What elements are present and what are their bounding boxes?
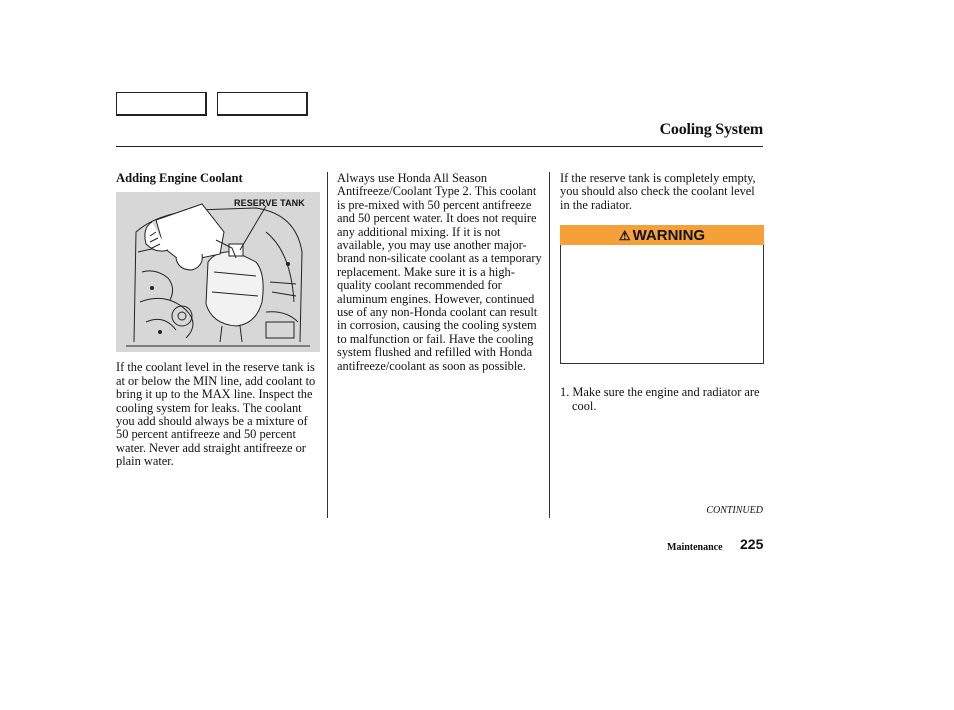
footer-section-name: Maintenance (667, 542, 723, 553)
body-paragraph: Always use Honda All Season Antifreeze/Coolant Type 2. This coolant is pre-mixed with 50 percent antifreeze and 50 percent water. It does not require any additional mixing. If it is not available, you may use another major-brand non-silicate coolant as a temporary replacement. Make sure it is a high-quality coolant recommended for aluminum engines. However, continued use of any non-Honda coolant can result in corrosion, causing the cooling system to malfunction or fail. Have the cooling system flushed and refilled with Honda antifreeze/coolant as soon as possible. (337, 171, 542, 373)
figure-label: RESERVE TANK (234, 198, 305, 209)
body-paragraph: If the coolant level in the reserve tank is at or below the MIN line, add coolant to bring it up to the MAX line. Inspect the cooling system for leaks. The coolant you add should always be a mixture of 50 percent antifreeze and 50 percent water. Never add straight antifreeze or plain water. (116, 360, 316, 469)
warning-box (560, 245, 764, 364)
page-title: Cooling System (659, 121, 763, 138)
nav-button-next[interactable] (217, 92, 308, 116)
body-paragraph: If the reserve tank is completely empty, you should also check the coolant level in the radiator. (560, 171, 756, 212)
column-2 (337, 172, 545, 373)
subheading: Adding Engine Coolant (116, 171, 243, 185)
column-3 (560, 172, 765, 413)
step-item: 1. Make sure the engine and radiator are cool. (560, 385, 760, 413)
column-divider (327, 172, 328, 518)
page-number: 225 (740, 536, 764, 552)
header-divider (116, 146, 763, 147)
nav-button-previous[interactable] (116, 92, 207, 116)
column-1 (116, 172, 322, 469)
warning-banner (560, 225, 764, 245)
engine-illustration (116, 192, 320, 352)
continued-note: CONTINUED (706, 505, 763, 516)
warning-icon: ⚠ (618, 227, 631, 243)
column-divider (549, 172, 550, 518)
engine-drawing (116, 192, 320, 352)
warning-label: WARNING (632, 226, 706, 244)
